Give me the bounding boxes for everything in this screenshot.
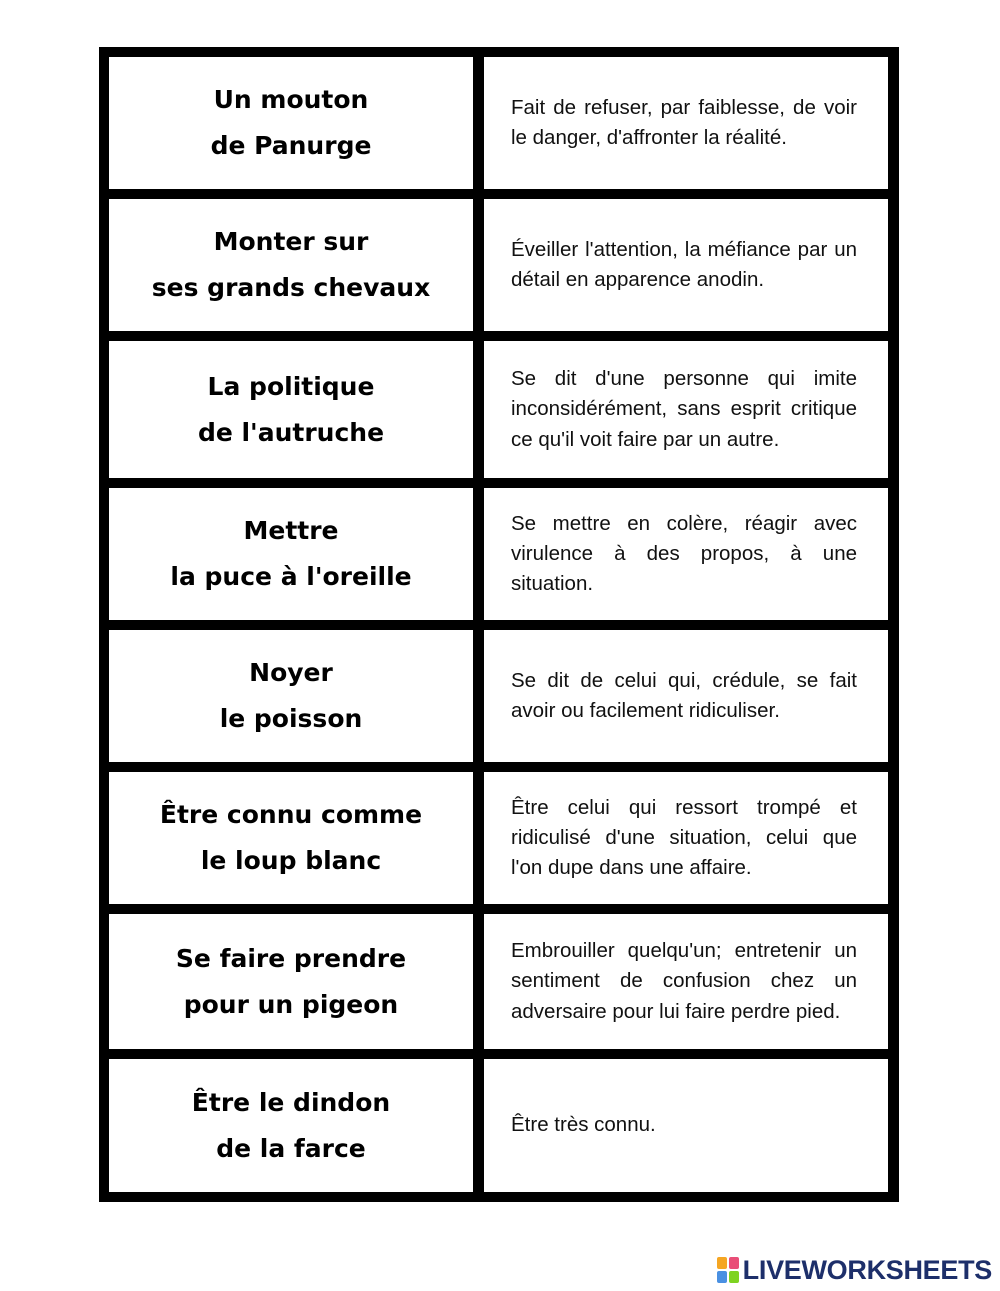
expression-cell — [109, 488, 473, 620]
expression-cell — [109, 772, 473, 904]
definition-cell — [484, 772, 888, 904]
definition-cell — [484, 57, 888, 189]
expression-text: Noyer le poisson — [219, 658, 363, 733]
expression-cell — [109, 914, 473, 1049]
expression-text: Mettre la puce à l'oreille — [170, 516, 412, 591]
expression-text: La politique de l'autruche — [197, 371, 385, 447]
definition-text: Se dit d'une personne qui imite inconsidérément, sans esprit critique ce qu'il voit faire par un autre. — [511, 367, 857, 451]
expression-cell — [109, 630, 473, 762]
definition-text: Embrouiller quelqu'un; entretenir un sentiment de confusion chez un adversaire pour lui faire perdre pied. — [511, 939, 857, 1023]
expression-text: Se faire prendre pour un pigeon — [175, 943, 407, 1019]
definition-cell — [484, 341, 888, 478]
definition-text: Se mettre en colère, réagir avec virulence à des propos, à une situation. — [511, 511, 857, 596]
expression-cell — [109, 1059, 473, 1192]
definition-cell — [484, 914, 888, 1049]
expression-text: Être connu comme le loup blanc — [159, 800, 423, 875]
brand-name: LIVEWORKSHEETS — [742, 1254, 992, 1285]
logo-square — [729, 1271, 739, 1283]
expression-cell — [109, 341, 473, 478]
matching-table — [99, 47, 899, 1202]
definition-text: Éveiller l'attention, la méfiance par un détail en apparence anodin. — [511, 237, 857, 291]
logo-square — [717, 1271, 727, 1283]
definition-text: Fait de refuser, par faiblesse, de voir le danger, d'affronter la réalité. — [511, 95, 857, 149]
definition-cell — [484, 630, 888, 762]
definition-text: Être celui qui ressort trompé et ridiculisé d'une situation, celui que l'on dupe dans une affaire. — [511, 795, 857, 880]
logo-square — [729, 1257, 739, 1269]
definition-cell — [484, 1059, 888, 1192]
expression-cell — [109, 199, 473, 331]
definition-text: Se dit de celui qui, crédule, se fait avoir ou facilement ridiculiser. — [511, 668, 857, 722]
logo-square — [717, 1257, 727, 1269]
expression-text: Être le dindon de la farce — [191, 1087, 391, 1163]
liveworksheets-logo-icon — [717, 1257, 739, 1283]
definition-text: Être très connu. — [511, 1113, 656, 1137]
expression-text: Monter sur ses grands chevaux — [151, 227, 431, 302]
definition-cell — [484, 488, 888, 620]
liveworksheets-brand[interactable] — [717, 1252, 992, 1288]
definition-cell — [484, 199, 888, 331]
expression-cell — [109, 57, 473, 189]
expression-text: Un mouton de Panurge — [210, 85, 372, 160]
